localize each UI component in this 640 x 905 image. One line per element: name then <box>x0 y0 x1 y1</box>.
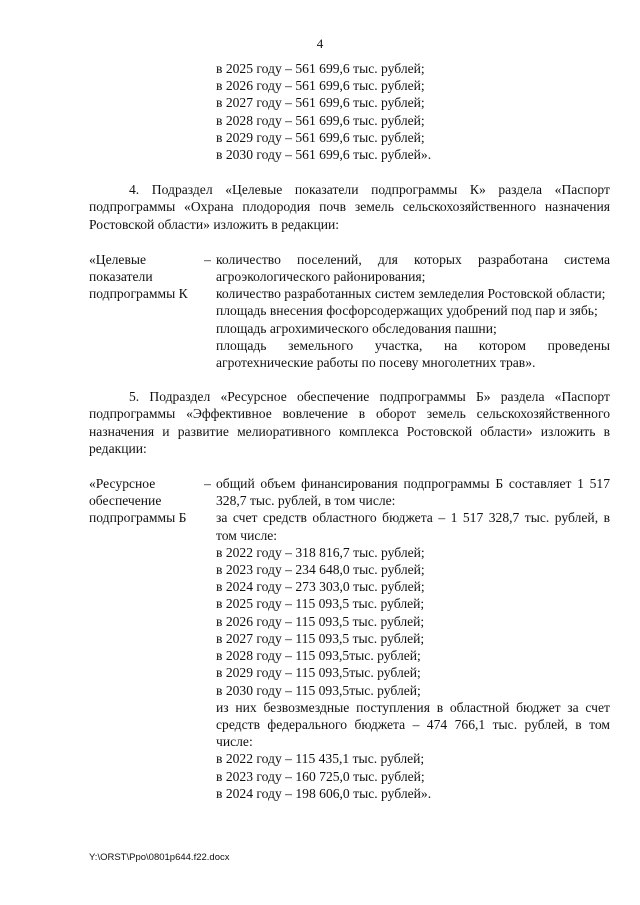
label-line: подпрограммы К <box>89 286 188 302</box>
budget-lines-list <box>89 60 610 163</box>
indicator-item: площадь агрохимического обследования пашни; <box>216 320 497 336</box>
funding-year-line: в 2030 году – 115 093,5тыс. рублей; <box>216 682 421 698</box>
label-line: «Целевые <box>89 251 147 267</box>
target-indicators-list <box>216 251 610 371</box>
target-indicators-label <box>89 251 199 371</box>
funding-year-line: в 2022 году – 115 435,1 тыс. рублей; <box>216 751 425 767</box>
funding-year-line: в 2028 году – 115 093,5тыс. рублей; <box>216 648 421 664</box>
funding-year-line: в 2024 году – 273 303,0 тыс. рублей; <box>216 579 425 595</box>
budget-line: в 2029 году – 561 699,6 тыс. рублей; <box>216 129 425 145</box>
funding-year-line: в 2029 году – 115 093,5тыс. рублей; <box>216 665 421 681</box>
page-number: 4 <box>316 36 324 51</box>
label-line: обеспечение <box>89 493 162 509</box>
funding-year-line: в 2023 году – 234 648,0 тыс. рублей; <box>216 562 425 578</box>
indicator-item: количество поселений, для которых разработана система агроэкологического районирования; <box>216 251 610 285</box>
budget-line: в 2026 году – 561 699,6 тыс. рублей; <box>216 78 425 94</box>
file-path-footer: Y:\ORST\Ppo\0801p644.f22.docx <box>89 852 230 863</box>
dash-separator: – <box>204 251 211 267</box>
label-line: подпрограммы Б <box>89 510 187 526</box>
resource-support-label <box>89 475 199 802</box>
resource-support-block <box>89 475 610 802</box>
funding-year-line: в 2022 году – 318 816,7 тыс. рублей; <box>216 544 425 560</box>
paragraph-4: 4. Подраздел «Целевые показатели подпрограммы К» раздела «Паспорт подпрограммы «Охрана плодородия почв земель сельскохозяйственного назначения Ростовской области» изложить в редакции: <box>89 182 610 232</box>
budget-line: в 2028 году – 561 699,6 тыс. рублей; <box>216 112 425 128</box>
funding-federal: из них безвозмездные поступления в областной бюджет за счет средств федерального бюджета – 474 766,1 тыс. рублей, в том числе: <box>216 699 610 750</box>
funding-total: общий объем финансирования подпрограммы Б составляет 1 517 328,7 тыс. рублей, в том числе: <box>216 476 610 509</box>
document-body <box>89 60 610 802</box>
label-line: показатели <box>89 269 153 285</box>
paragraph-5: 5. Подраздел «Ресурсное обеспечение подпрограммы Б» раздела «Паспорт подпрограммы «Эффективное вовлечение в оборот земель сельскохозяйственного назначения и развитие мелиоративного комплекса Ростовской области» изложить в редакции: <box>89 389 610 456</box>
funding-year-line: в 2023 году – 160 725,0 тыс. рублей; <box>216 768 425 784</box>
funding-regional: за счет средств областного бюджета – 1 517 328,7 тыс. рублей, в том числе: <box>216 510 610 543</box>
funding-year-line: в 2025 году – 115 093,5 тыс. рублей; <box>216 596 425 612</box>
funding-year-line: в 2024 году – 198 606,0 тыс. рублей». <box>216 785 432 801</box>
funding-year-line: в 2027 году – 115 093,5 тыс. рублей; <box>216 630 425 646</box>
label-line: «Ресурсное <box>89 476 156 492</box>
resource-support-list <box>216 475 610 802</box>
budget-line: в 2027 году – 561 699,6 тыс. рублей; <box>216 95 425 111</box>
funding-year-line: в 2026 году – 115 093,5 тыс. рублей; <box>216 613 425 629</box>
dash-separator: – <box>204 476 211 492</box>
target-indicators-block <box>89 251 610 371</box>
indicator-item: площадь земельного участка, на котором проведены агротехнические работы по посеву многолетних трав». <box>216 337 610 371</box>
indicator-item: количество разработанных систем земледелия Ростовской области; <box>216 286 606 302</box>
budget-line: в 2030 году – 561 699,6 тыс. рублей». <box>216 147 432 163</box>
budget-line: в 2025 году – 561 699,6 тыс. рублей; <box>216 61 425 76</box>
indicator-item: площадь внесения фосфорсодержащих удобрений под пар и зябь; <box>216 303 598 319</box>
